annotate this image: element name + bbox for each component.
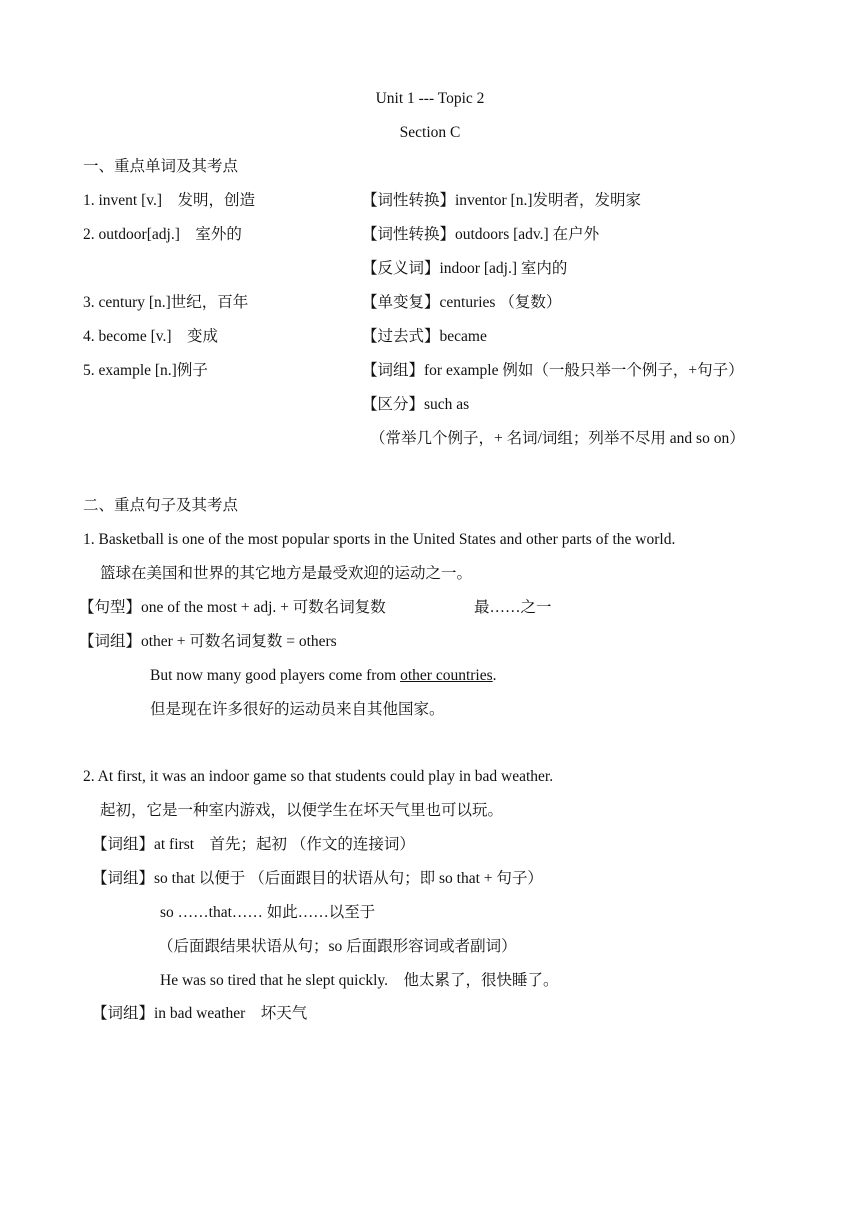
word-such-as-note: （常举几个例子，+ 名词/词组；列举不尽用 and so on） <box>370 430 745 447</box>
word-invent-note: 【词性转换】inventor [n.]发明者，发明家 <box>362 192 641 209</box>
sentence-2-translation: 起初，它是一种室内游戏，以便学生在坏天气里也可以玩。 <box>100 802 504 819</box>
word-become-note: 【过去式】became <box>362 328 487 345</box>
word-such-as: 【区分】such as <box>362 396 470 413</box>
sentence-1-pattern-meaning: 最……之一 <box>474 599 552 616</box>
sentence-1: 1. Basketball is one of the most popular sports in the United States and other parts of the world. <box>83 531 676 548</box>
sentence-2-phrase-bad-weather: 【词组】in bad weather 坏天气 <box>92 1005 308 1022</box>
part1-heading: 一、重点单词及其考点 <box>83 158 239 175</box>
sentence-1-pattern: 【句型】one of the most + adj. + 可数名词复数 <box>79 599 386 616</box>
sentence-2: 2. At first, it was an indoor game so that students could play in bad weather. <box>83 768 554 785</box>
sentence-1-phrase: 【词组】other + 可数名词复数 = others <box>79 633 337 650</box>
word-become: 4. become [v.] 变成 <box>83 328 219 345</box>
word-outdoor-antonym: 【反义词】indoor [adj.] 室内的 <box>362 260 568 277</box>
so-that-example: He was so tired that he slept quickly. 他太累了，很快睡了。 <box>160 972 559 989</box>
word-example-note: 【词组】for example 例如（一般只举一个例子，+句子） <box>362 362 744 379</box>
example-text-before: But now many good players come from <box>150 667 401 684</box>
part2-heading: 二、重点句子及其考点 <box>83 497 239 514</box>
sentence-1-example-translation: 但是现在许多很好的运动员来自其他国家。 <box>150 701 445 718</box>
sentence-1-translation: 篮球在美国和世界的其它地方是最受欢迎的运动之一。 <box>100 565 473 582</box>
example-underlined-phrase: other countries <box>400 667 493 684</box>
sentence-1-example <box>150 666 497 686</box>
section-title: Section C <box>399 124 461 141</box>
word-century-note: 【单变复】centuries （复数） <box>362 294 562 311</box>
word-example: 5. example [n.]例子 <box>83 362 208 379</box>
so-that-structure-note: （后面跟结果状语从句；so 后面跟形容词或者副词） <box>158 938 517 955</box>
word-outdoor: 2. outdoor[adj.] 室外的 <box>83 226 242 243</box>
example-text-after: . <box>492 667 497 684</box>
sentence-2-phrase-so-that: 【词组】so that 以便于 （后面跟目的状语从句；即 so that + 句子） <box>92 870 543 887</box>
so-that-structure: so ……that…… 如此……以至于 <box>160 904 376 921</box>
document-title: Unit 1 --- Topic 2 <box>375 90 485 107</box>
word-outdoor-note: 【词性转换】outdoors [adv.] 在户外 <box>362 226 600 243</box>
word-invent: 1. invent [v.] 发明，创造 <box>83 192 256 209</box>
word-century: 3. century [n.]世纪，百年 <box>83 294 249 311</box>
sentence-2-phrase-at-first: 【词组】at first 首先；起初 （作文的连接词） <box>92 836 415 853</box>
